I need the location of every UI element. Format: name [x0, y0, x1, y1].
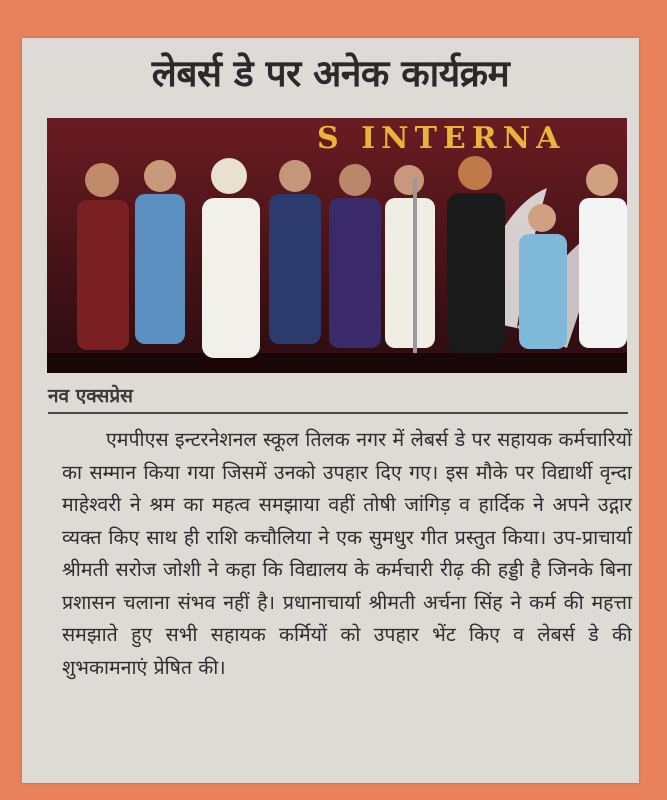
newspaper-clipping	[22, 38, 639, 783]
photo-illustration	[47, 118, 627, 373]
article-body	[62, 424, 632, 684]
byline: नव एक्सप्रेस	[48, 385, 133, 407]
headline: लेबर्स डे पर अनेक कार्यक्रम	[151, 52, 510, 95]
divider	[48, 412, 628, 414]
stage-banner-text: S INTERNA	[317, 121, 566, 156]
article-paragraph: एमपीएस इन्टरनेशनल स्कूल तिलक नगर में लेबर्स डे पर सहायक कर्मचारियों का सम्मान किया गया जिसमें उनको उपहार दिए गए। इस मौके पर विद्यार्थी वृन्दा माहेश्वरी ने श्रम का महत्व समझाया वहीं तोषी जांगिड़ व हार्दिक ने अपने उद्गार व्यक्त किए साथ ही राशि कचौलिया ने एक सुमधुर गीत प्रस्तुत किया। उप-प्राचार्या श्रीमती सरोज जोशी ने कहा कि विद्यालय के कर्मचारी रीढ़ की हड्डी है जिनके बिना प्रशासन चलाना संभव नहीं है। प्रधानाचार्या श्रीमती अर्चना सिंह ने कर्म की महत्ता समझाते हुए सभी सहायक कर्मियों को उपहार भेंट किए व लेबर्स डे की शुभकामनाएं प्रेषित की।	[62, 428, 632, 679]
news-photo	[47, 118, 627, 373]
